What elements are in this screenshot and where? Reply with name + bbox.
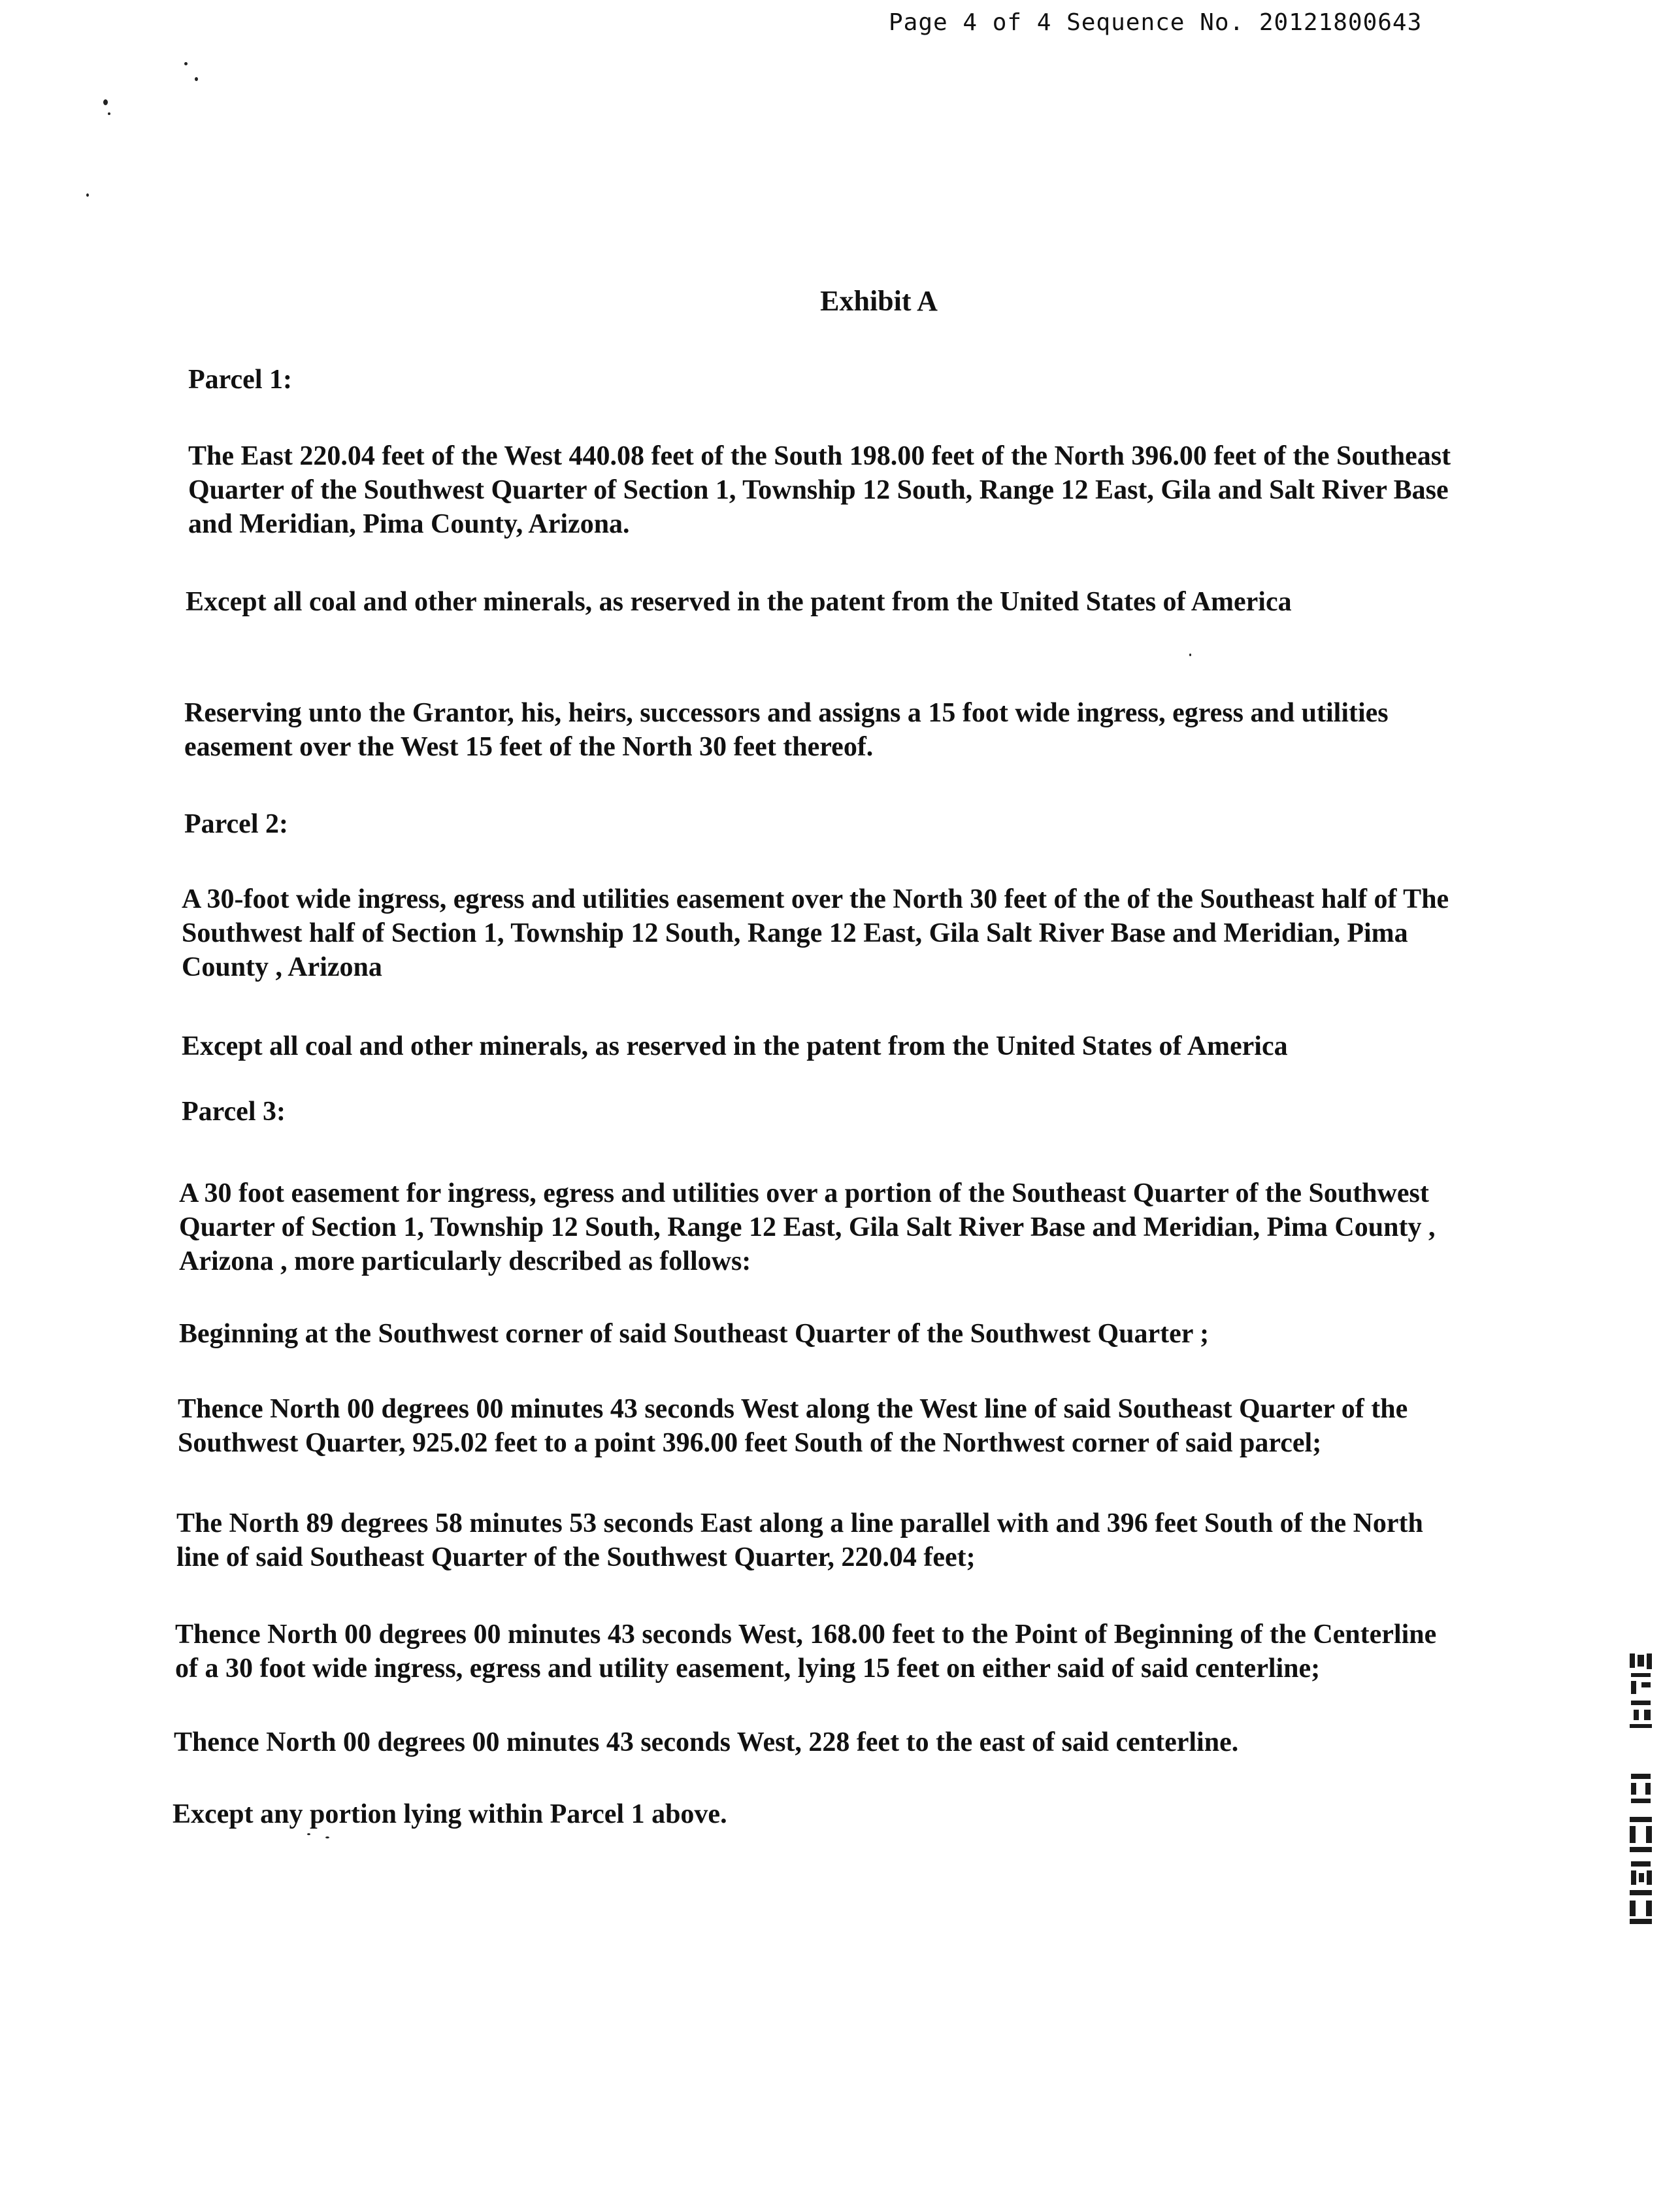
parcel-3-heading: Parcel 3:	[182, 1097, 286, 1127]
vertical-recording-stamp	[1622, 1653, 1661, 1928]
scan-speck	[195, 77, 198, 81]
parcel-3-course-2: The North 89 degrees 58 minutes 53 seconds East along a line parallel with and 396 feet South of the North line of said Southeast Quarter of the Southwest Quarter, 220.04 feet;	[176, 1508, 1423, 1572]
scan-speck	[307, 1833, 310, 1835]
scan-speck	[103, 99, 108, 105]
parcel-1-heading: Parcel 1:	[188, 365, 292, 395]
scan-speck	[1189, 654, 1191, 656]
scan-speck	[325, 1836, 329, 1838]
scan-speck	[108, 112, 110, 115]
document-title: Exhibit A	[820, 285, 938, 317]
scan-speck	[184, 62, 188, 65]
parcel-3-course-1: Thence North 00 degrees 00 minutes 43 seconds West along the West line of said Southeast Quarter of the Southwest Quarter, 925.02 feet to a point 396.00 feet South of the Northwest corner of said parcel;	[178, 1394, 1408, 1458]
parcel-2-heading: Parcel 2:	[184, 809, 288, 839]
scan-speck	[86, 193, 89, 197]
parcel-1-reservation: Reserving unto the Grantor, his, heirs, successors and assigns a 15 foot wide ingress, egress and utilities easement over the West 15 feet of the North 30 feet thereof.	[184, 698, 1389, 762]
parcel-3-course-3: Thence North 00 degrees 00 minutes 43 seconds West, 168.00 feet to the Point of Beginning of the Centerline of a 30 foot wide ingress, egress and utility easement, lying 15 feet on either said of said centerline;	[175, 1619, 1437, 1684]
parcel-3-description: A 30 foot easement for ingress, egress and utilities over a portion of the Southeast Quarter of the Southwest Quarter of Section 1, Township 12 South, Range 12 East, Gila Salt River Base and Meridian, Pima County , Arizona , more particularly described as follows:	[179, 1178, 1436, 1276]
parcel-3-course-4: Thence North 00 degrees 00 minutes 43 seconds West, 228 feet to the east of said centerline.	[174, 1727, 1239, 1757]
parcel-2-description: A 30-foot wide ingress, egress and utilities easement over the North 30 feet of the of the Southeast half of The Southwest half of Section 1, Township 12 South, Range 12 East, Gila Salt River Base and Meridian, Pima County , Arizona	[182, 884, 1449, 982]
parcel-3-beginning: Beginning at the Southwest corner of said Southeast Quarter of the Southwest Quarter ;	[179, 1319, 1210, 1349]
parcel-1-exception: Except all coal and other minerals, as reserved in the patent from the United States of America	[186, 587, 1292, 617]
parcel-2-exception: Except all coal and other minerals, as reserved in the patent from the United States of America	[182, 1031, 1288, 1061]
parcel-1-description: The East 220.04 feet of the West 440.08 feet of the South 198.00 feet of the North 396.00 feet of the Southeast Quarter of the Southwest Quarter of Section 1, Township 12 South, Range 12 East, Gila and Salt River Base and Meridian, Pima County, Arizona.	[188, 441, 1451, 539]
page-sequence-header: Page 4 of 4 Sequence No. 20121800643	[889, 9, 1423, 36]
parcel-3-exception: Except any portion lying within Parcel 1 above.	[173, 1799, 727, 1829]
